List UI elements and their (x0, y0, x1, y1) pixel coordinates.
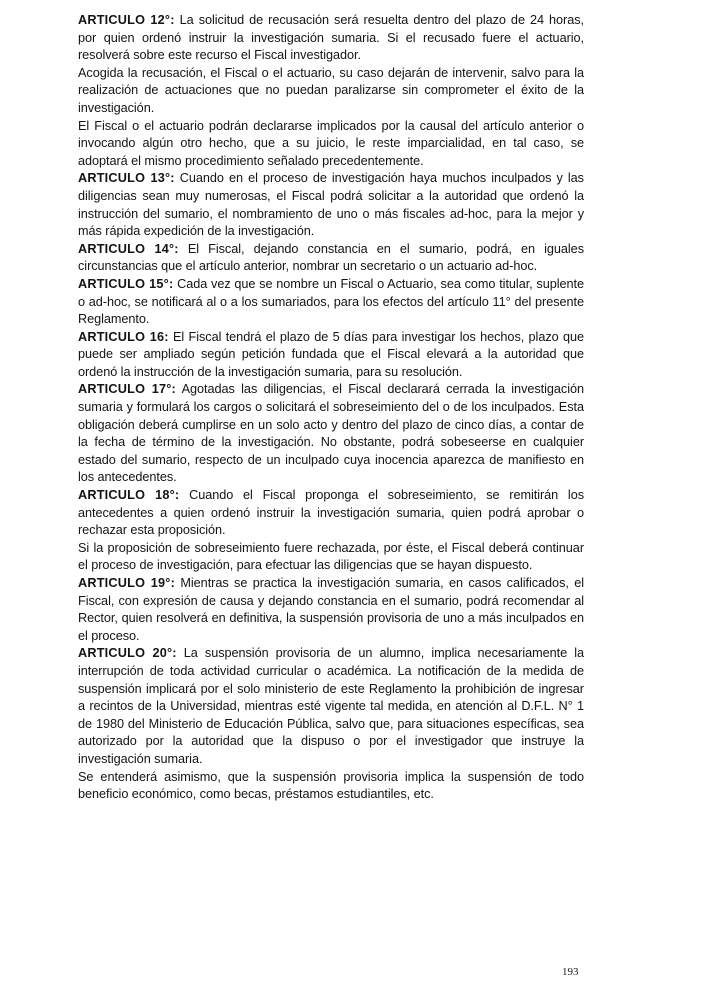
article-17-paragraph-1 (78, 381, 584, 487)
article-17-heading: ARTICULO 17°: (78, 382, 176, 397)
article-12-paragraph-2: Acogida la recusación, el Fiscal o el actuario, su caso dejarán de intervenir, salvo para la realización de actuaciones que no puedan paralizarse sin comprometer el éxito de la investigación. (78, 65, 584, 115)
article-13-heading: ARTICULO 13°: (78, 171, 175, 186)
article-20-paragraph-2: Se entenderá asimismo, que la suspensión provisoria implica la suspensión de todo beneficio económico, como becas, préstamos estudiantiles, etc. (78, 769, 584, 802)
article-13-text-1: Cuando en el proceso de investigación haya muchos inculpados y las diligencias sean muy numerosas, el Fiscal podrá solicitar a la autoridad que ordenó la instrucción del sumario, el nombramiento de uno o más fiscales ad-hoc, para la mejor y más rápida expedición de la investigación. (78, 171, 584, 239)
article-13-paragraph-1 (78, 170, 584, 240)
article-12-paragraph-1 (78, 12, 584, 65)
article-15-heading: ARTICULO 15°: (78, 276, 174, 291)
article-17-text-1: Agotadas las diligencias, el Fiscal declarará cerrada la investigación sumaria y formulará los cargos o solicitará el sobreseimiento del o de los inculpados. Esta obligación deberá cumplirse en un solo acto y dentro del plazo de cinco días, a contar de la fecha de término de la investigación. No obstante, podrá sobeseerse en cualquier estado del sumario, respecto de un inculpado cuya inocencia aparezca de manifiesto en los antecedentes. (78, 382, 584, 485)
article-12-heading: ARTICULO 12°: (78, 13, 175, 27)
article-14-text-1: El Fiscal, dejando constancia en el sumario, podrá, en iguales circunstancias que el artículo anterior, nombrar un secretario o un actuario ad-hoc. (78, 241, 584, 274)
article-14-paragraph-1 (78, 241, 584, 276)
article-19-text-1: Mientras se practica la investigación sumaria, en casos calificados, el Fiscal, con expresión de causa y dejando constancia en el sumario, podrá recomendar al Rector, quien resolverá en definitiva, la suspensión provisoria de uno a más inculpados en el proceso. (78, 576, 584, 643)
article-16-text-1: El Fiscal tendrá el plazo de 5 días para investigar los hechos, plazo que puede ser ampliado según petición fundada que el Fiscal elevará a la autoridad que ordenó la instrucción de la investigación sumaria, para su resolución. (78, 329, 584, 379)
article-15-paragraph-1 (78, 276, 584, 329)
article-18-text-1: Cuando el Fiscal proponga el sobreseimiento, se remitirán los antecedentes a quien ordenó instruir la investigación sumaria, quien podrá aprobar o rechazar esta proposición. (78, 488, 585, 538)
article-15-text-1: Cada vez que se nombre un Fiscal o Actuario, sea como titular, suplente o ad-hoc, se notificará al o a los sumariados, para los efectos del artículo 11° del presente Reglamento. (78, 276, 584, 327)
article-16-paragraph-1 (78, 329, 584, 382)
document-body (78, 12, 584, 804)
article-12-text-1: La solicitud de recusación será resuelta dentro del plazo de 24 horas, por quien ordenó instruir la investigación sumaria. Si el recusado fuere el actuario, resolverá sobre este recurso el Fiscal investigador. (78, 13, 584, 63)
article-18-heading: ARTICULO 18°: (78, 488, 180, 503)
article-14-heading: ARTICULO 14°: (78, 241, 179, 256)
article-18-paragraph-1 (78, 487, 584, 540)
article-12-paragraph-3: El Fiscal o el actuario podrán declararse implicados por la causal del artículo anterior o invocando algún otro hecho, que a su juicio, le reste imparcialidad, en tal caso, se adoptará el mismo procedimiento señalado precedentemente. (78, 118, 584, 168)
article-16-heading: ARTICULO 16: (78, 329, 169, 344)
article-20-heading: ARTICULO 20°: (78, 646, 177, 661)
article-20-text-1: La suspensión provisoria de un alumno, implica necesariamente la interrupción de toda actividad curricular o académica. La notificación de la medida de suspensión implicará por el solo ministerio de este Reglamento la prohibición de ingresar a recintos de la Universidad, mientras esté vigente tal medida, en atención al D.F.L. N° 1 de 1980 del Ministerio de Educación Pública, salvo que, para situaciones específicas, sea autorizado por la autoridad que la dispuso o por el investigador que instruye la investigación sumaria. (78, 646, 584, 766)
article-19-heading: ARTICULO 19°: (78, 576, 175, 590)
article-20-paragraph-1 (78, 645, 584, 768)
page-number: 193 (562, 966, 579, 978)
article-19-paragraph-1 (78, 575, 584, 645)
article-18-paragraph-2: Si la proposición de sobreseimiento fuere rechazada, por éste, el Fiscal deberá continuar el proceso de investigación, para efectuar las diligencias que se hayan dispuesto. (78, 540, 584, 573)
